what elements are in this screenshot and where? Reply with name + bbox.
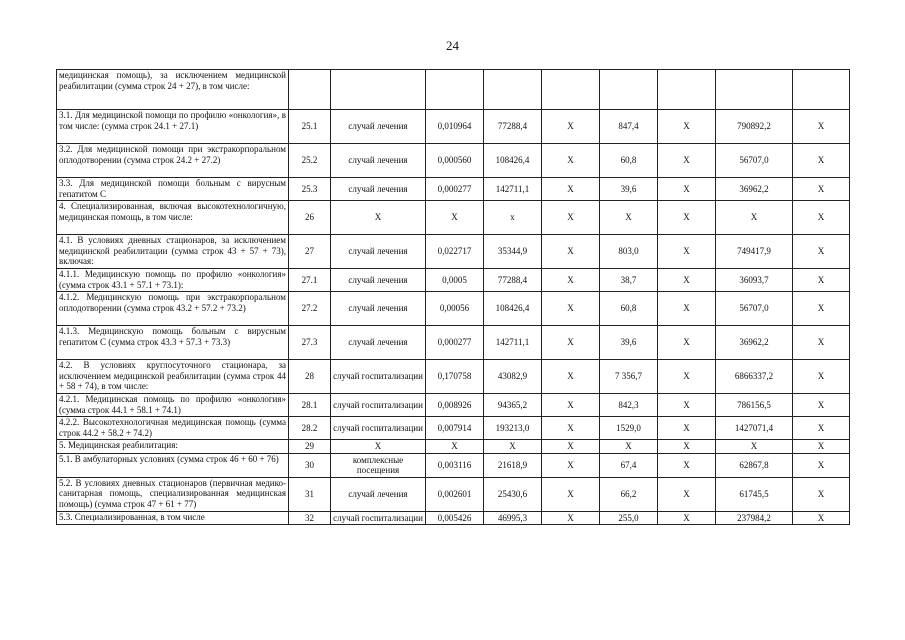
table-row (57, 417, 850, 440)
table-cell-col-7: Х (600, 440, 658, 454)
table-cell-col-6: Х (542, 235, 600, 269)
row-description-text: 4.1.3. Медицинскую помощь больным с вирусным гепатитом С (сумма строк 43.3 + 57.3 + 73.3) (59, 326, 286, 347)
row-description (57, 360, 289, 394)
table-cell-col-7: 38,7 (600, 269, 658, 292)
row-description (57, 269, 289, 292)
table-cell-col-5: 142711,1 (484, 326, 542, 360)
table-row (57, 201, 850, 235)
table-cell-col-4: Х (426, 201, 484, 235)
table-cell-col-8: Х (658, 477, 716, 511)
data-table (56, 69, 850, 525)
table-cell-col-6: Х (542, 477, 600, 511)
row-description-text: 4.1.1. Медицинскую помощь по профилю «онкология» (сумма строк 43.1 + 57.1 + 73.1): (59, 269, 286, 290)
table-cell-col-4: 0,010964 (426, 110, 484, 144)
table-cell-col-4: 0,170758 (426, 360, 484, 394)
table-cell-col-8: Х (658, 394, 716, 417)
row-description (57, 453, 289, 477)
table-cell-col-5: 35344,9 (484, 235, 542, 269)
table-cell-col-9: 6866337,2 (716, 360, 793, 394)
table-row (57, 70, 850, 110)
table-cell-col-8: Х (658, 110, 716, 144)
table-cell-col-7: 842,3 (600, 394, 658, 417)
table-cell-col-6: Х (542, 417, 600, 440)
table-cell-col-8: Х (658, 326, 716, 360)
row-description (57, 326, 289, 360)
table-cell-col-8: Х (658, 144, 716, 178)
table-cell-col-4: 0,00056 (426, 292, 484, 326)
row-description-text: 4.1.2. Медицинскую помощь при экстракорпоральном оплодотворении (сумма строк 43.2 + 57.2 + 73.2) (59, 292, 286, 313)
table-cell-col-9: 1427071,4 (716, 417, 793, 440)
table-cell-col-5: 108426,4 (484, 292, 542, 326)
table-cell-col-2 (289, 70, 331, 110)
table-cell-col-9 (716, 70, 793, 110)
table-cell-col-9: 62867,8 (716, 453, 793, 477)
table-cell-col-2: 26 (289, 201, 331, 235)
table-cell-col-9: 61745,5 (716, 477, 793, 511)
table-cell-col-4: 0,0005 (426, 269, 484, 292)
table-cell-col-5: 43082,9 (484, 360, 542, 394)
table-cell-col-2: 27.3 (289, 326, 331, 360)
table-cell-col-3: случай лечения (331, 144, 426, 178)
table-cell-col-5: х (484, 201, 542, 235)
table-cell-col-7: 803,0 (600, 235, 658, 269)
table-cell-col-3: случай госпитализации (331, 394, 426, 417)
table-cell-col-4: 0,002601 (426, 477, 484, 511)
table-cell-col-5: 25430,6 (484, 477, 542, 511)
row-description-text: 3.1. Для медицинской помощи по профилю «онкология», в том числе: (сумма строк 24.1 + 27.1) (59, 110, 286, 131)
row-description (57, 292, 289, 326)
row-description (57, 235, 289, 269)
row-description (57, 511, 289, 525)
table-cell-col-5: 94365,2 (484, 394, 542, 417)
table-cell-col-2: 25.2 (289, 144, 331, 178)
table-cell-col-10: Х (793, 440, 850, 454)
table-cell-col-2: 28.2 (289, 417, 331, 440)
table-cell-col-8: Х (658, 201, 716, 235)
table-cell-col-5: 142711,1 (484, 178, 542, 201)
table-cell-col-10: Х (793, 178, 850, 201)
table-cell-col-7: 255,0 (600, 511, 658, 525)
table-cell-col-9: 786156,5 (716, 394, 793, 417)
table-cell-col-7: 7 356,7 (600, 360, 658, 394)
table-cell-col-3: случай лечения (331, 477, 426, 511)
table-cell-col-4: 0,007914 (426, 417, 484, 440)
row-description-text: 4.2.2. Высокотехнологичная медицинская помощь (сумма строк 44.2 + 58.2 + 74.2) (59, 417, 286, 438)
table-row (57, 269, 850, 292)
table-cell-col-6: Х (542, 144, 600, 178)
row-description-text: 4.2.1. Медицинская помощь по профилю «онкология» (сумма строк 44.1 + 58.1 + 74.1) (59, 394, 286, 415)
table-cell-col-8: Х (658, 453, 716, 477)
table-row (57, 511, 850, 525)
table-cell-col-3: Х (331, 201, 426, 235)
table-cell-col-4: 0,000277 (426, 326, 484, 360)
table-cell-col-4: 0,003116 (426, 453, 484, 477)
row-description (57, 70, 289, 110)
table-cell-col-5: 46995,3 (484, 511, 542, 525)
table-cell-col-10: Х (793, 144, 850, 178)
table-cell-col-7: 39,6 (600, 326, 658, 360)
table-cell-col-8: Х (658, 511, 716, 525)
row-description (57, 201, 289, 235)
row-description-text: 5.1. В амбулаторных условиях (сумма строк 46 + 60 + 76) (59, 453, 279, 464)
table-cell-col-3: случай лечения (331, 269, 426, 292)
table-cell-col-6: Х (542, 110, 600, 144)
row-description (57, 394, 289, 417)
table-cell-col-4 (426, 70, 484, 110)
table-row (57, 360, 850, 394)
table-cell-col-7: 66,2 (600, 477, 658, 511)
table-row (57, 394, 850, 417)
row-description (57, 144, 289, 178)
table-cell-col-7: Х (600, 201, 658, 235)
table-cell-col-8: Х (658, 440, 716, 454)
table-cell-col-3: случай лечения (331, 326, 426, 360)
table-cell-col-9: 56707,0 (716, 144, 793, 178)
table-cell-col-7: 60,8 (600, 292, 658, 326)
table-cell-col-10: Х (793, 394, 850, 417)
table-cell-col-5 (484, 70, 542, 110)
row-description (57, 110, 289, 144)
table-cell-col-5: 77288,4 (484, 110, 542, 144)
table-cell-col-2: 30 (289, 453, 331, 477)
table-cell-col-10: Х (793, 235, 850, 269)
table-cell-col-3 (331, 70, 426, 110)
row-description-text: медицинская помощь), за исключением медицинской реабилитации (сумма строк 24 + 27), в том числе: (59, 70, 286, 91)
table-cell-col-6: Х (542, 511, 600, 525)
table-cell-col-3: комплексные посещения (331, 453, 426, 477)
row-description-text: 5.3. Специализированная, в том числе (59, 511, 205, 522)
table-row (57, 292, 850, 326)
table-cell-col-7: 67,4 (600, 453, 658, 477)
table-cell-col-6: Х (542, 269, 600, 292)
table-cell-col-3: случай госпитализации (331, 417, 426, 440)
table-cell-col-8: Х (658, 417, 716, 440)
row-description-text: 4. Специализированная, включая высокотехнологичную, медицинская помощь, в том числе: (59, 201, 286, 222)
table-row (57, 453, 850, 477)
table-cell-col-10 (793, 70, 850, 110)
table-cell-col-4: 0,022717 (426, 235, 484, 269)
page-number: 24 (446, 38, 459, 53)
table-cell-col-2: 32 (289, 511, 331, 525)
table-cell-col-7: 847,4 (600, 110, 658, 144)
table-cell-col-2: 29 (289, 440, 331, 454)
table-cell-col-6: Х (542, 292, 600, 326)
table-cell-col-10: Х (793, 477, 850, 511)
table-cell-col-4: 0,008926 (426, 394, 484, 417)
table-cell-col-2: 27.1 (289, 269, 331, 292)
table-cell-col-8: Х (658, 235, 716, 269)
table-cell-col-9: 36093,7 (716, 269, 793, 292)
row-description (57, 477, 289, 511)
table-cell-col-9: Х (716, 201, 793, 235)
table-cell-col-8: Х (658, 269, 716, 292)
table-cell-col-6: Х (542, 394, 600, 417)
table-cell-col-10: Х (793, 201, 850, 235)
table-row (57, 440, 850, 454)
table-cell-col-8: Х (658, 178, 716, 201)
table-cell-col-7: 39,6 (600, 178, 658, 201)
table-cell-col-2: 27.2 (289, 292, 331, 326)
table-row (57, 477, 850, 511)
table-cell-col-6: Х (542, 440, 600, 454)
row-description-text: 5. Медицинская реабилитация: (59, 440, 178, 450)
table-cell-col-8: Х (658, 360, 716, 394)
table-cell-col-3: случай лечения (331, 178, 426, 201)
table-cell-col-3: Х (331, 440, 426, 454)
table-row (57, 235, 850, 269)
table-cell-col-4: 0,000560 (426, 144, 484, 178)
table-cell-col-10: Х (793, 417, 850, 440)
table-cell-col-7 (600, 70, 658, 110)
table-cell-col-10: Х (793, 110, 850, 144)
table-cell-col-9: 237984,2 (716, 511, 793, 525)
table-cell-col-10: Х (793, 360, 850, 394)
row-description-text: 3.3. Для медицинской помощи больным с вирусным гепатитом С (59, 178, 286, 199)
table-cell-col-8: Х (658, 292, 716, 326)
table-cell-col-3: случай госпитализации (331, 511, 426, 525)
table-cell-col-10: Х (793, 269, 850, 292)
table-cell-col-9: 36962,2 (716, 178, 793, 201)
table-row (57, 144, 850, 178)
table-cell-col-9: 749417,9 (716, 235, 793, 269)
table-cell-col-5: 77288,4 (484, 269, 542, 292)
table-cell-col-7: 60,8 (600, 144, 658, 178)
row-description (57, 417, 289, 440)
table-row (57, 178, 850, 201)
table-cell-col-3: случай лечения (331, 110, 426, 144)
table-cell-col-9: 36962,2 (716, 326, 793, 360)
table-cell-col-10: Х (793, 453, 850, 477)
table-cell-col-2: 28 (289, 360, 331, 394)
table-cell-col-5: 21618,9 (484, 453, 542, 477)
table-cell-col-5: Х (484, 440, 542, 454)
table-cell-col-3: случай лечения (331, 292, 426, 326)
table-cell-col-4: Х (426, 440, 484, 454)
table-cell-col-6: Х (542, 360, 600, 394)
table-cell-col-5: 108426,4 (484, 144, 542, 178)
table-cell-col-10: Х (793, 326, 850, 360)
row-description-text: 4.1. В условиях дневных стационаров, за исключением медицинской реабилитации (сумма строк 43 + 57 + 73), включая: (59, 235, 286, 266)
table-cell-col-8 (658, 70, 716, 110)
table-cell-col-3: случай лечения (331, 235, 426, 269)
table-cell-col-2: 31 (289, 477, 331, 511)
row-description (57, 178, 289, 201)
table-row (57, 326, 850, 360)
table-cell-col-10: Х (793, 511, 850, 525)
table-cell-col-4: 0,005426 (426, 511, 484, 525)
row-description-text: 4.2. В условиях круглосуточного стационара, за исключением медицинской реабилитации (сумма строк 44 + 58 + 74), в том числе: (59, 360, 286, 391)
table-cell-col-7: 1529,0 (600, 417, 658, 440)
table-cell-col-5: 193213,0 (484, 417, 542, 440)
table-cell-col-9: 790892,2 (716, 110, 793, 144)
table-cell-col-6: Х (542, 178, 600, 201)
table-cell-col-2: 25.3 (289, 178, 331, 201)
table-row (57, 110, 850, 144)
row-description-text: 3.2. Для медицинской помощи при экстракорпоральном оплодотворении (сумма строк 24.2 + 27.2) (59, 144, 286, 165)
table-cell-col-4: 0,000277 (426, 178, 484, 201)
row-description (57, 440, 289, 454)
table-cell-col-6 (542, 70, 600, 110)
table-cell-col-9: Х (716, 440, 793, 454)
table-cell-col-3: случай госпитализации (331, 360, 426, 394)
table-cell-col-9: 56707,0 (716, 292, 793, 326)
table-cell-col-6: Х (542, 453, 600, 477)
table-cell-col-2: 25.1 (289, 110, 331, 144)
table-cell-col-10: Х (793, 292, 850, 326)
table-cell-col-6: Х (542, 326, 600, 360)
table-cell-col-2: 27 (289, 235, 331, 269)
table-cell-col-6: Х (542, 201, 600, 235)
row-description-text: 5.2. В условиях дневных стационаров (первичная медико-санитарная помощь, специализированная медицинская помощь) (сумма строк 47 + 61 + 77) (59, 477, 286, 509)
table-cell-col-2: 28.1 (289, 394, 331, 417)
